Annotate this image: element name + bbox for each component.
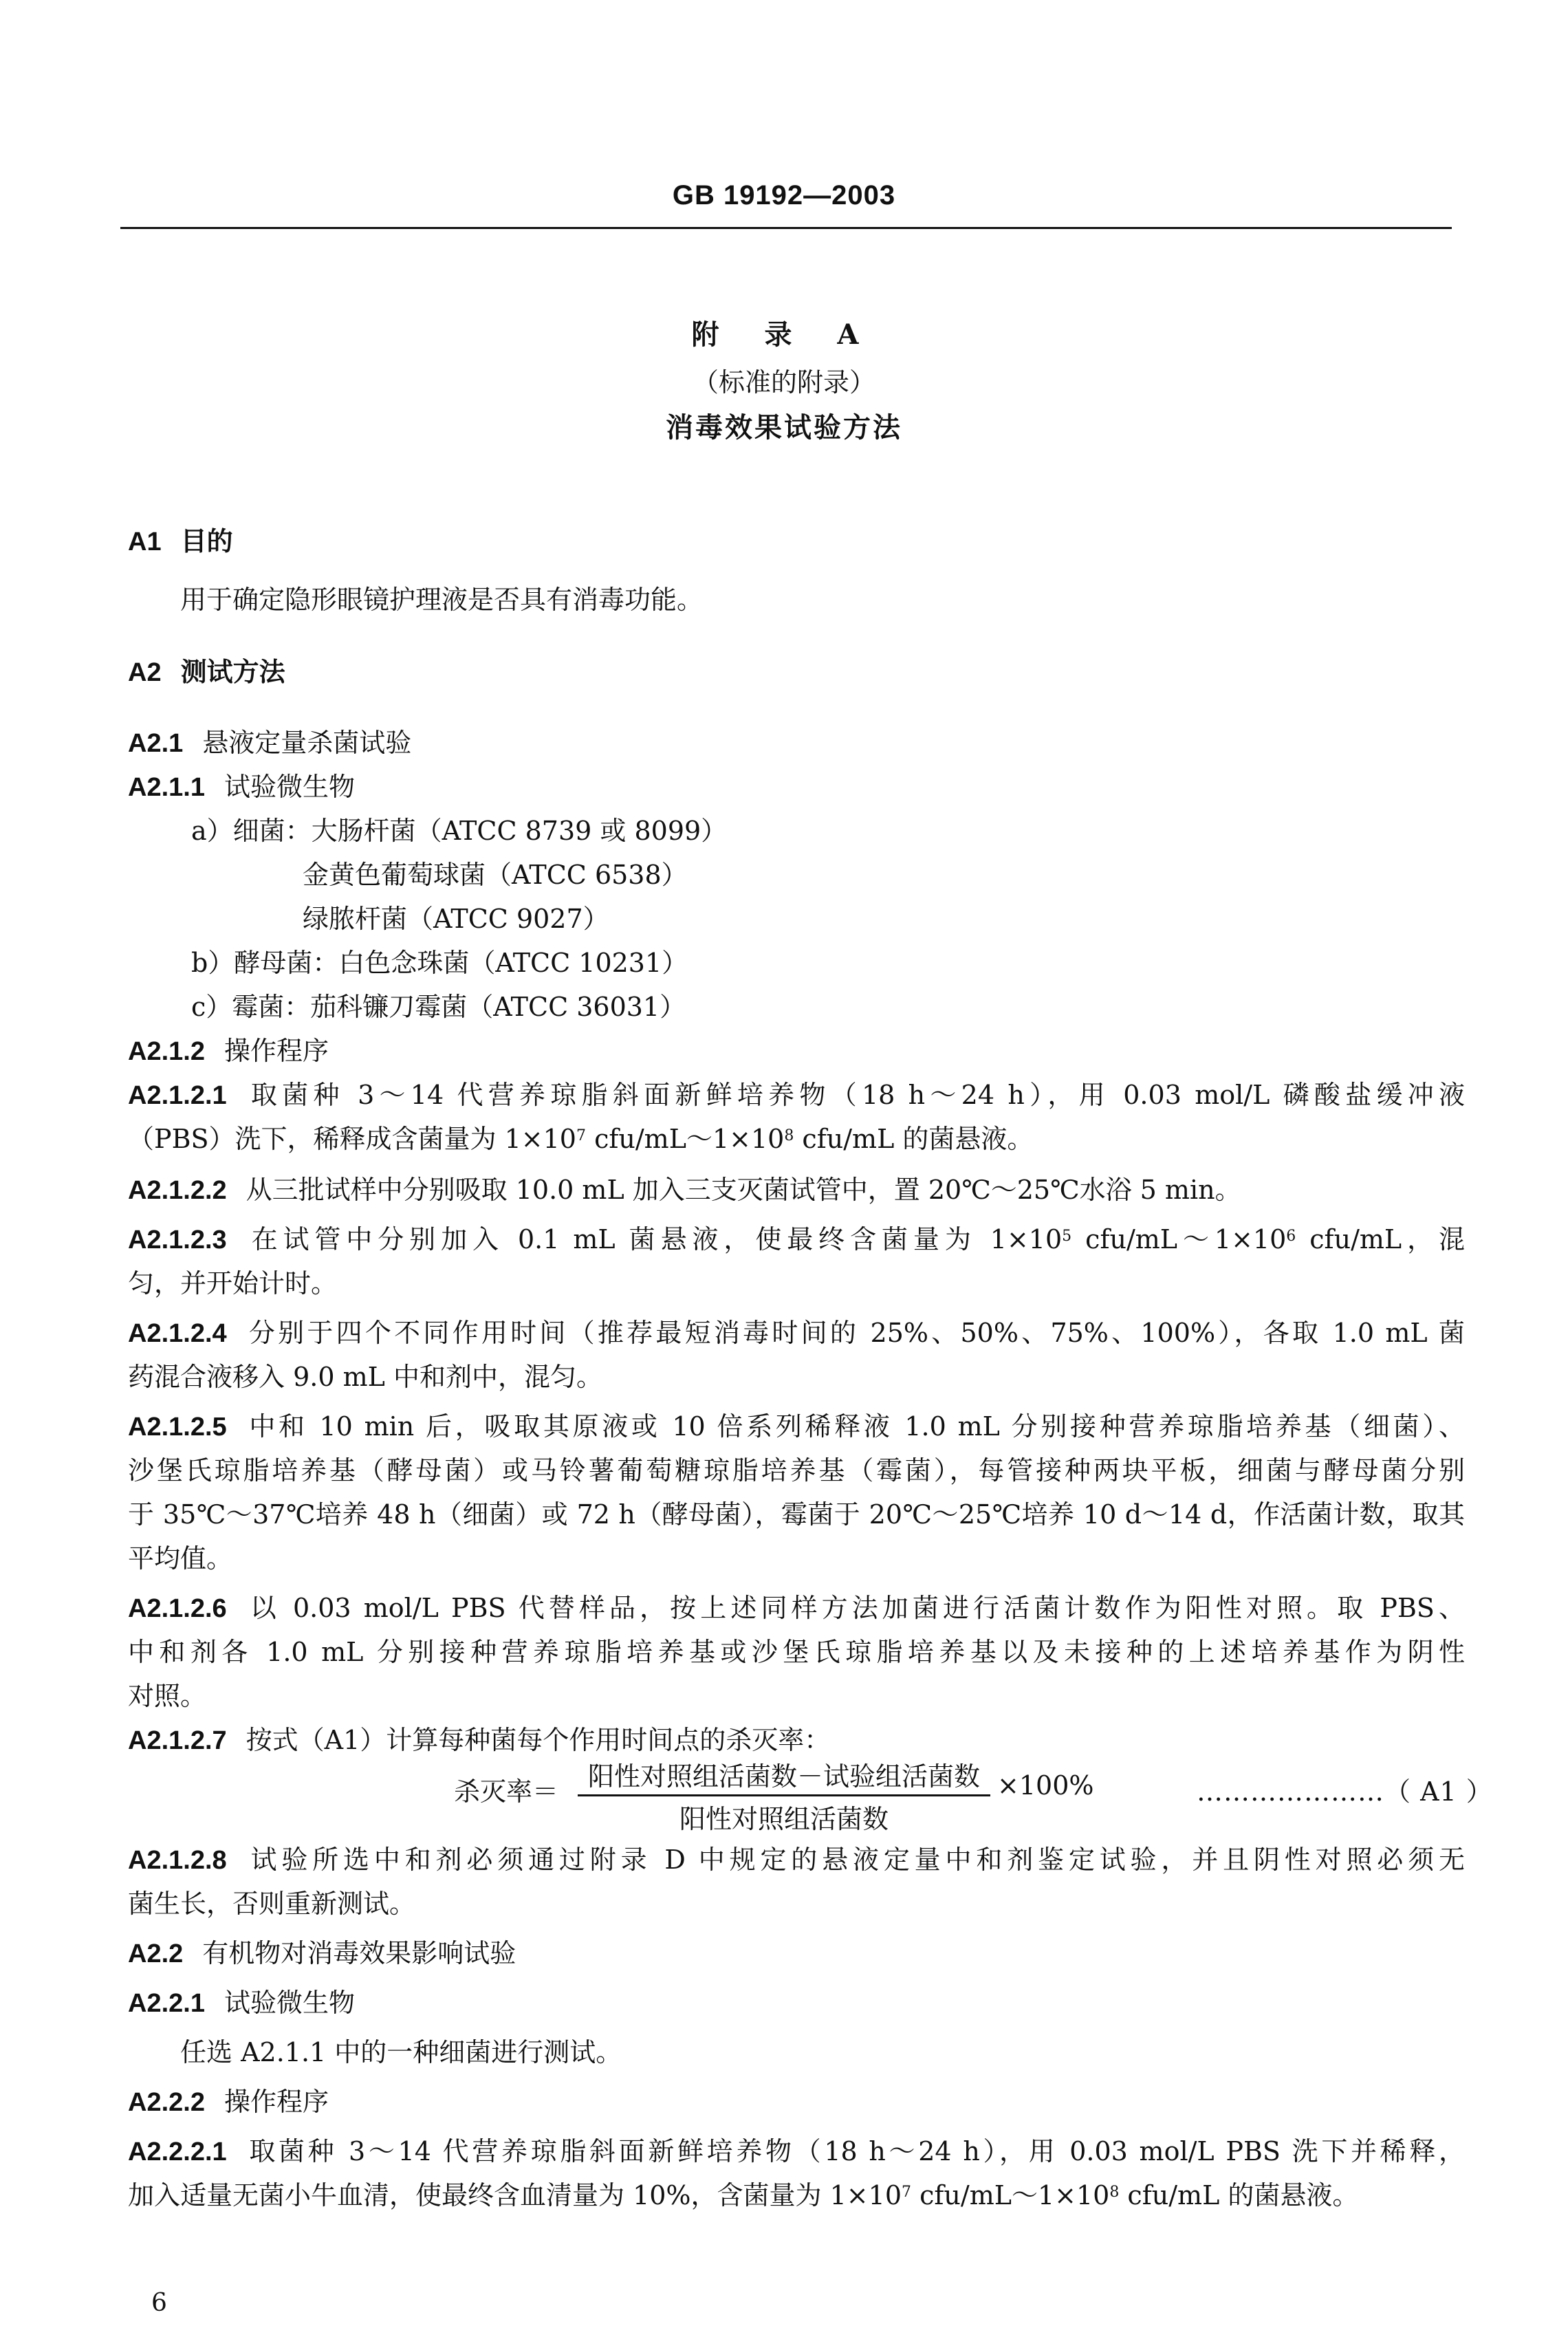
clause-text: cfu/mL 的菌悬液。 [794, 1124, 1034, 1154]
paragraph-a2-1-2-4-line2: 药混合液移入 9.0 mL 中和剂中，混匀。 [128, 1362, 602, 1392]
clause-text: cfu/mL 的菌悬液。 [1119, 2180, 1359, 2210]
clause-text: 在试管中分别加入 0.1 mL 菌悬液，使最终含菌量为 1×10 [246, 1224, 1063, 1254]
list-item-pseudomonas: 绿脓杆菌（ATCC 9027） [303, 904, 609, 934]
section-title: 测试方法 [180, 656, 285, 687]
section-number: A2 [128, 658, 162, 687]
section-number: A2.1.1 [128, 773, 205, 802]
clause-number: A2.1.2.5 [128, 1413, 227, 1442]
formula-multiplier: ×100% [997, 1770, 1094, 1801]
clause-text: 中和 10 min 后，吸取其原液或 10 倍系列稀释液 1.0 mL 分别接种营养琼脂培养基（细菌）、 [246, 1411, 1465, 1442]
section-title: 目的 [180, 525, 233, 556]
annex-title: 附 录 A [691, 318, 877, 351]
list-item-bacteria: a）细菌：大肠杆菌（ATCC 8739 或 8099） [191, 816, 728, 846]
clause-number: A2.1.2.7 [128, 1726, 227, 1755]
paragraph-a2-1-2-6-line2: 中和剂各 1.0 mL 分别接种营养琼脂培养基或沙堡氏琼脂培养基以及未接种的上述培养基作为阴性 [128, 1637, 1465, 1667]
paragraph-a2-2-2-1-line1 [128, 2136, 1465, 2167]
clause-text: 加入适量无菌小牛血清，使最终含血清量为 10%，含菌量为 1×10 [128, 2180, 902, 2210]
formula-fraction [578, 1755, 990, 1836]
section-heading-a2-1-1 [128, 772, 1465, 803]
formula-denominator: 阳性对照组活菌数 [679, 1804, 889, 1834]
section-title: 悬液定量杀菌试验 [202, 728, 412, 758]
section-heading-a2-2-1 [128, 1988, 1465, 2019]
paragraph-a2-2-2-1-line2 [128, 2180, 1465, 2210]
paragraph-a2-1-2-7 [128, 1725, 1465, 1756]
section-heading-a2-1-2 [128, 1036, 1465, 1067]
clause-number: A2.1.2.6 [128, 1594, 227, 1623]
paragraph-a2-1-2-5-line3: 于 35℃～37℃培养 48 h（细菌）或 72 h（酵母菌），霉菌于 20℃～25℃培养 10 d～14 d，作活菌计数，取其 [128, 1499, 1465, 1530]
clause-text: 按式（A1）计算每种菌每个作用时间点的杀灭率： [246, 1725, 831, 1755]
clause-text: 试验所选中和剂必须通过附录 D 中规定的悬液定量中和剂鉴定试验，并且阴性对照必须无 [246, 1845, 1465, 1875]
annex-name: 消毒效果试验方法 [666, 411, 902, 444]
section-title: 试验微生物 [224, 772, 355, 802]
section-heading-a2-2-2 [128, 2087, 1465, 2118]
exponent: 8 [1109, 2184, 1120, 2201]
paragraph-a2-1-2-6-line3: 对照。 [128, 1681, 207, 1711]
paragraph-a2-1-2-1-line2 [128, 1124, 1465, 1154]
section-number: A2.2.1 [128, 1989, 205, 2018]
clause-text: cfu/mL～1×10 [911, 2180, 1110, 2210]
clause-text: 分别于四个不同作用时间（推荐最短消毒时间的 25%、50%、75%、100%），各取 1.0 mL 菌 [246, 1318, 1465, 1348]
clause-text: 取菌种 3～14 代营养琼脂斜面新鲜培养物（18 h～24 h），用 0.03 mol/L 磷酸盐缓冲液 [246, 1080, 1465, 1110]
fraction-bar [578, 1794, 990, 1796]
section-heading-a2 [128, 657, 1465, 688]
clause-text: cfu/mL，混 [1296, 1224, 1465, 1254]
clause-text: 以 0.03 mol/L PBS 代替样品，按上述同样方法加菌进行活菌计数作为阳性对照。取 PBS、 [246, 1593, 1465, 1623]
section-heading-a2-1 [128, 728, 1465, 759]
formula-numerator: 阳性对照组活菌数－试验组活菌数 [587, 1761, 980, 1792]
paragraph-a2-1-2-5-line1 [128, 1411, 1465, 1442]
formula-reference: …………………（ A1 ） [1197, 1776, 1493, 1807]
clause-text: cfu/mL～1×10 [585, 1124, 785, 1154]
exponent: 6 [1286, 1228, 1296, 1245]
clause-text: 取菌种 3～14 代营养琼脂斜面新鲜培养物（18 h～24 h），用 0.03 mol/L PBS 洗下并稀释， [246, 2136, 1465, 2166]
clause-number: A2.2.2.1 [128, 2138, 227, 2166]
page-number: 6 [151, 2289, 167, 2317]
standard-number-header: GB 19192—2003 [672, 180, 896, 210]
exponent: 7 [902, 2184, 911, 2201]
header-rule [120, 227, 1452, 229]
section-number: A2.2 [128, 1939, 184, 1968]
exponent: 7 [576, 1127, 586, 1144]
section-heading-a1 [128, 526, 1465, 557]
paragraph-a2-1-2-3-line2: 匀，并开始计时。 [128, 1268, 338, 1298]
exponent: 5 [1062, 1228, 1072, 1245]
paragraph-a2-1-2-2 [128, 1175, 1465, 1206]
section-number: A2.1 [128, 729, 184, 758]
paragraph-a2-1-2-4-line1 [128, 1318, 1465, 1349]
paragraph-a2-1-2-8-line1 [128, 1845, 1465, 1876]
paragraph-a2-2-1: 任选 A2.1.1 中的一种细菌进行测试。 [180, 2037, 622, 2067]
clause-text: cfu/mL～1×10 [1071, 1224, 1287, 1254]
section-title: 操作程序 [224, 1036, 329, 1066]
section-title: 操作程序 [224, 2087, 329, 2117]
clause-number: A2.1.2.1 [128, 1081, 227, 1110]
list-item-mold: c）霉菌：茄科镰刀霉菌（ATCC 36031） [191, 992, 686, 1022]
paragraph-a2-1-2-1-line1 [128, 1080, 1465, 1111]
clause-text: （PBS）洗下，稀释成含菌量为 1×10 [128, 1124, 576, 1154]
paragraph-a2-1-2-6-line1 [128, 1593, 1465, 1624]
paragraph-a2-1-2-5-line4: 平均值。 [128, 1543, 233, 1574]
formula-lhs: 杀灭率＝ [454, 1776, 559, 1807]
section-number: A2.2.2 [128, 2088, 205, 2117]
clause-number: A2.1.2.3 [128, 1226, 227, 1254]
section-title: 试验微生物 [224, 1988, 355, 2018]
section-number: A2.1.2 [128, 1037, 205, 1066]
paragraph-a2-1-2-3-line1 [128, 1224, 1465, 1255]
list-item-yeast: b）酵母菌：白色念珠菌（ATCC 10231） [191, 948, 688, 978]
annex-subtitle: （标准的附录） [692, 367, 875, 398]
exponent: 8 [784, 1127, 794, 1144]
clause-text: 从三批试样中分别吸取 10.0 mL 加入三支灭菌试管中，置 20℃～25℃水浴 5 min。 [246, 1175, 1241, 1205]
clause-number: A2.1.2.4 [128, 1319, 227, 1348]
paragraph-a1: 用于确定隐形眼镜护理液是否具有消毒功能。 [180, 585, 704, 615]
clause-number: A2.1.2.2 [128, 1176, 227, 1205]
section-number: A1 [128, 528, 162, 556]
clause-number: A2.1.2.8 [128, 1846, 227, 1875]
section-heading-a2-2 [128, 1938, 1465, 1969]
section-title: 有机物对消毒效果影响试验 [202, 1938, 516, 1968]
paragraph-a2-1-2-5-line2: 沙堡氏琼脂培养基（酵母菌）或马铃薯葡萄糖琼脂培养基（霉菌），每管接种两块平板，细菌与酵母菌分别 [128, 1455, 1465, 1486]
paragraph-a2-1-2-8-line2: 菌生长，否则重新测试。 [128, 1889, 416, 1919]
list-item-staphylococcus: 金黄色葡萄球菌（ATCC 6538） [303, 860, 688, 890]
